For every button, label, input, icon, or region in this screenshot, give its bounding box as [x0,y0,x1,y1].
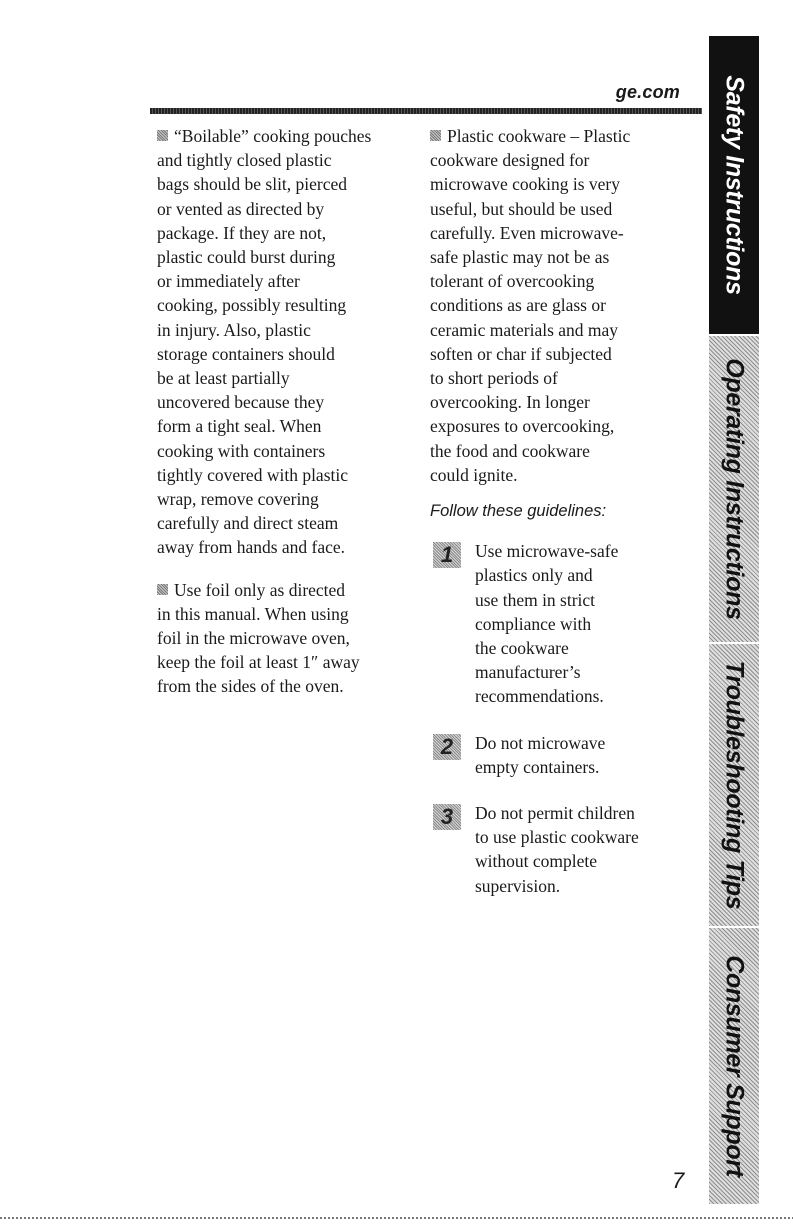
text-line: Use foil only as directed [174,579,346,600]
tab-operating-instructions[interactable] [709,336,759,644]
foil-paragraph [157,578,397,699]
text-line: in this manual. When using [157,603,349,624]
text-line: use them in strict [475,589,596,610]
text-line: the cookware [475,638,569,659]
text-line: ceramic materials and may [430,319,619,340]
text-line: bags should be slit, pierced [157,174,348,195]
text-line: microwave cooking is very [430,174,621,195]
text-line: soften or char if subjected [430,343,612,364]
text-line: cooking, possibly resulting [157,295,347,316]
text-line: Do not microwave [475,732,606,753]
text-line: plastics only and [475,565,593,586]
text-line: empty containers. [475,756,600,777]
header-rule [150,108,702,114]
text-line: storage containers should [157,343,335,364]
bullet-icon [157,130,168,141]
text-line: overcooking. In longer [430,392,590,413]
text-line: form a tight seal. When [157,416,322,437]
text-line: useful, but should be used [430,198,613,219]
boilable-pouches-paragraph [157,124,397,560]
text-line: in injury. Also, plastic [157,319,311,340]
number-2-icon: 2 [433,734,461,760]
number-1-icon: 1 [433,542,461,568]
left-column [157,124,397,699]
page-number: 7 [672,1168,685,1193]
text-line: compliance with [475,613,592,634]
tab-label: Operating Instructions [720,358,749,620]
number-3-icon: 3 [433,804,461,830]
tab-safety-instructions[interactable] [709,36,759,336]
text-line: plastic could burst during [157,247,336,268]
text-line: supervision. [475,875,561,896]
paragraph-gap [157,560,397,578]
text-line: Use microwave-safe [475,541,619,562]
text-line: be at least partially [157,368,290,389]
tab-label: Safety Instructions [720,75,749,295]
text-line: the food and cookware [430,440,590,461]
text-line: from the sides of the oven. [157,676,344,697]
text-line: cookware designed for [430,150,590,171]
guideline-item [430,731,690,779]
guideline-item [430,539,690,708]
text-line: foil in the microwave oven, [157,628,350,649]
right-column [430,124,690,920]
text-line: recommendations. [475,686,604,707]
text-line: tolerant of overcooking [430,271,595,292]
text-line: wrap, remove covering [157,489,319,510]
text-line: manufacturer’s [475,662,581,683]
text-line: exposures to overcooking, [430,416,615,437]
text-line: cooking with containers [157,440,326,461]
text-line: carefully. Even microwave- [430,222,624,243]
text-line: keep the foil at least 1″ away [157,652,360,673]
text-line: carefully and direct steam [157,513,339,534]
text-line: tightly covered with plastic [157,464,348,485]
text-line: Do not permit children [475,803,635,824]
text-line: package. If they are not, [157,222,327,243]
text-line: away from hands and face. [157,537,346,558]
tab-consumer-support[interactable] [709,928,759,1206]
section-sidebar [709,36,759,1198]
tab-label: Consumer Support [720,955,749,1177]
guideline-item [430,801,690,898]
bottom-rule [0,1217,793,1219]
text-line: or vented as directed by [157,198,325,219]
text-line: safe plastic may not be as [430,247,610,268]
tab-label: Troubleshooting Tips [720,660,749,910]
plastic-cookware-paragraph [430,124,690,487]
bullet-icon [430,130,441,141]
bullet-icon [157,584,168,595]
guidelines-title: Follow these guidelines: [430,502,607,521]
tab-troubleshooting-tips[interactable] [709,644,759,928]
text-line: to use plastic cookware [475,827,639,848]
text-line: or immediately after [157,271,300,292]
site-url: ge.com [615,82,680,102]
text-line: conditions as are glass or [430,295,606,316]
text-line: could ignite. [430,464,518,485]
text-line: “Boilable” cooking pouches [174,126,372,146]
text-line: uncovered because they [157,392,325,413]
text-line: and tightly closed plastic [157,150,332,171]
text-line: to short periods of [430,368,558,389]
text-line: without complete [475,851,597,872]
text-line: Plastic cookware – Plastic [447,126,631,146]
